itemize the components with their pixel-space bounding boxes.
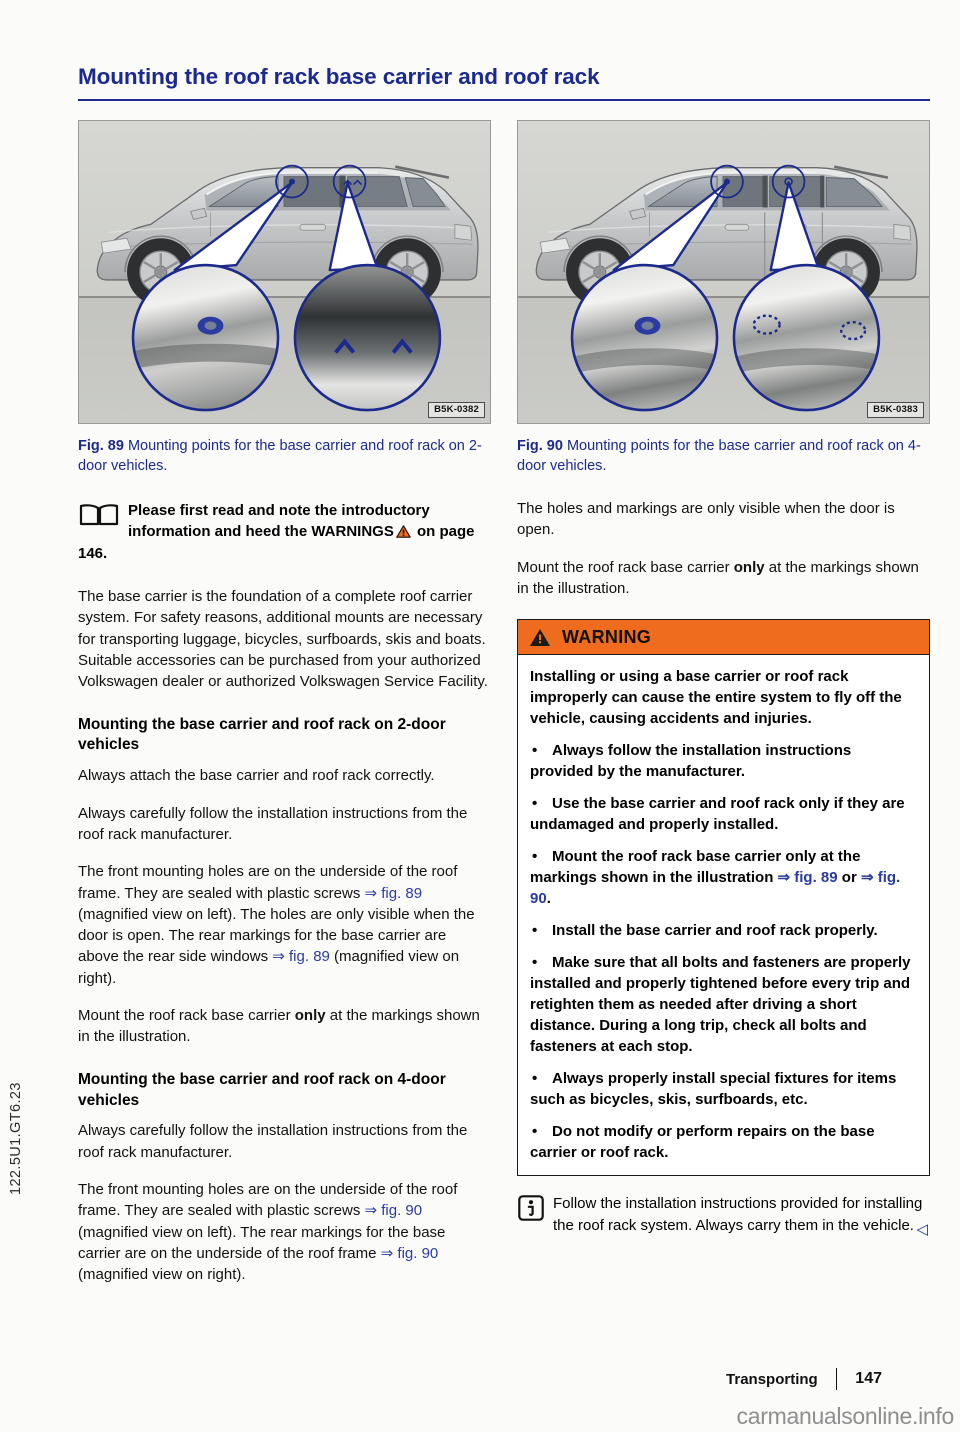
figure-90-caption — [517, 437, 930, 476]
figure-89-caption — [78, 437, 491, 476]
warning-bullet-3 — [530, 846, 917, 909]
p-mount-a: Mount the roof rack base carrier — [517, 558, 734, 576]
p-4door-2b: (magnified view on left). The rear markings for the base carrier are on the underside of the roof frame — [78, 1223, 446, 1262]
right-column — [517, 120, 930, 1236]
fig-ref-90-warning[interactable]: ⇒ fig. 90 — [530, 869, 901, 908]
figure-90 — [517, 120, 930, 424]
heading-4door: Mounting the base carrier and roof rack on 4-door vehicles — [78, 1070, 446, 1109]
read-first-note-text: Please first read and note the introductory information and heed the WARNINGS — [128, 502, 430, 541]
p-2door-4a: Mount the roof rack base carrier — [78, 1007, 295, 1025]
warning-body — [518, 655, 929, 1175]
p-mount-b: at the markings shown in the illustration. — [517, 558, 919, 598]
p-4door-1: Always carefully follow the installation instructions from the roof rack manufacturer. — [78, 1122, 468, 1161]
fig-ref-89-left[interactable]: ⇒ fig. 89 — [364, 884, 423, 902]
warning-header — [518, 620, 929, 655]
info-icon — [518, 1195, 544, 1221]
warning-bullet-5: • Make sure that all bolts and fasteners are properly installed and properly tightened before every trip and retighten them as needed after driving a short distance. During a long trip, check all bolts and fasteners at each stop. — [530, 952, 917, 1057]
warning-box — [517, 619, 930, 1176]
warning-triangle-icon — [396, 525, 411, 538]
warning-bullet-2: • Use the base carrier and roof rack only if they are undamaged and properly installed. — [530, 793, 917, 835]
site-watermark: carmanualsonline.info — [736, 1403, 954, 1429]
margin-document-code: 122.5U1.GT6.23 — [8, 1082, 24, 1195]
info-note-text: Follow the installation instructions provided for installing the roof rack system. Always carry them in the vehicle. — [553, 1195, 923, 1234]
figure-code-label: B5K-0383 — [867, 402, 924, 418]
p-2door-4 — [78, 1005, 491, 1048]
title-rule — [78, 99, 930, 101]
section-end-marker: ◁ — [916, 1220, 928, 1238]
book-icon — [78, 502, 120, 528]
page-title: Mounting the roof rack base carrier and roof rack — [78, 64, 600, 89]
p-2door-1: Always attach the base carrier and roof rack correctly. — [78, 767, 435, 785]
warning-bullet-1: • Always follow the installation instructions provided by the manufacturer. — [530, 740, 917, 782]
warning-bullet-3-mid: or — [837, 869, 861, 887]
page-footer — [726, 1368, 882, 1390]
fig-ref-90-left[interactable]: ⇒ fig. 90 — [364, 1202, 423, 1220]
p-mount-only: only — [733, 558, 765, 576]
figure-89-caption-text: Mounting points for the base carrier and roof rack on 2-door vehicles. — [78, 438, 482, 474]
figure-89-caption-label: Fig. 89 — [78, 438, 124, 454]
fig-ref-90-right[interactable]: ⇒ fig. 90 — [380, 1244, 439, 1262]
footer-page-number: 147 — [855, 1370, 882, 1387]
fig-ref-89-warning[interactable]: ⇒ fig. 89 — [777, 869, 838, 887]
left-column — [78, 120, 491, 1302]
read-first-note-page: on page 146. — [78, 523, 475, 562]
footer-divider — [836, 1368, 838, 1390]
p-2door-3 — [78, 861, 491, 989]
figure-89 — [78, 120, 491, 424]
p-4door-2 — [78, 1179, 491, 1285]
p-2door-4b: at the markings shown in the illustration. — [78, 1007, 480, 1046]
p-2door-3b: (magnified view on left). The holes are only visible when the door is open. The rear markings for the base carrier are above the rear side windows — [78, 905, 475, 966]
warning-bullet-3b: . — [546, 890, 551, 908]
footer-section-name: Transporting — [726, 1370, 818, 1388]
p-2door-3c: (magnified view on right). — [78, 948, 460, 987]
warning-bullet-6: • Always properly install special fixtures for items such as bicycles, skis, surfboards, etc. — [530, 1068, 917, 1110]
p-2door-4-only: only — [294, 1007, 326, 1025]
read-first-note — [78, 500, 491, 564]
fig-ref-89-right[interactable]: ⇒ fig. 89 — [272, 948, 330, 966]
warning-bullet-7: • Do not modify or perform repairs on the base carrier or roof rack. — [530, 1121, 917, 1163]
heading-2door: Mounting the base carrier and roof rack on 2-door vehicles — [78, 715, 446, 754]
figure-90-caption-text: Mounting points for the base carrier and roof rack on 4-door vehicles. — [517, 438, 921, 474]
figure-code-label: B5K-0382 — [428, 402, 485, 418]
p-mount-only-markings — [517, 557, 930, 600]
base-carrier-intro-paragraph: The base carrier is the foundation of a complete roof carrier system. For safety reasons, additional mounts are necessary for transporting luggage, bicycles, surfboards, skis and boats. Suitable accessories can be purchased from your authorized Volkswagen dealer or authorized Volkswagen Service Facility. — [78, 588, 488, 691]
p-2door-2: Always carefully follow the installation instructions from the roof rack manufacturer. — [78, 804, 468, 843]
warning-lead: Installing or using a base carrier or roof rack improperly can cause the entire system to fly off the vehicle, causing accidents and injuries. — [530, 668, 902, 728]
p-4door-2c: (magnified view on right). — [78, 1266, 246, 1284]
car-4door-illustration — [518, 121, 929, 423]
warning-bullet-4: • Install the base carrier and roof rack properly. — [530, 920, 917, 941]
warning-triangle-icon — [529, 628, 551, 647]
figure-90-caption-label: Fig. 90 — [517, 438, 563, 454]
info-note — [517, 1193, 930, 1236]
p-4door-2a: The front mounting holes are on the underside of the roof frame. They are sealed with plastic screws — [78, 1181, 458, 1220]
warning-bullet-3a: Mount the roof rack base carrier only at the markings shown in the illustration — [530, 848, 861, 887]
car-2door-illustration — [79, 121, 490, 423]
warning-title: WARNING — [562, 626, 652, 647]
p-2door-3a: The front mounting holes are on the underside of the roof frame. They are sealed with plastic screws — [78, 863, 458, 902]
p-holes-visible: The holes and markings are only visible when the door is open. — [517, 500, 895, 539]
